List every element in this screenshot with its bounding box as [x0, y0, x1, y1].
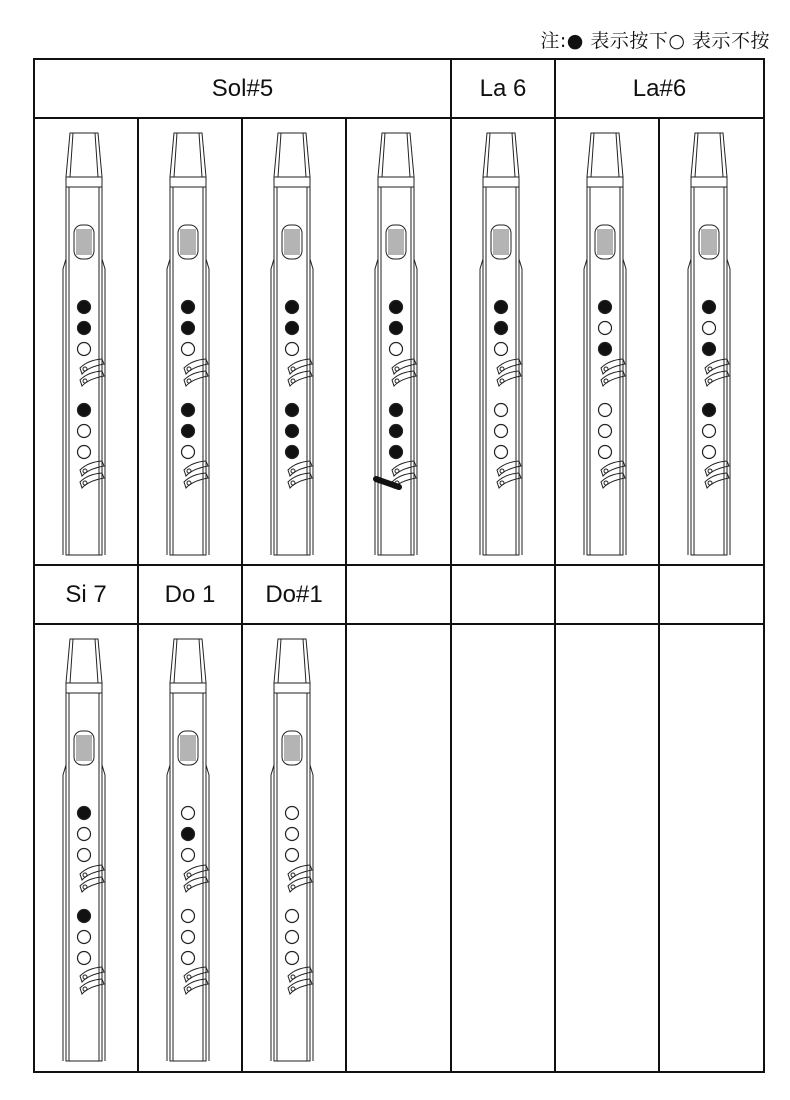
fingering-cell	[243, 625, 345, 1070]
fingering-cell	[660, 119, 762, 564]
vent-grille	[491, 225, 511, 259]
vent-grille	[282, 731, 302, 765]
flute-diagram	[35, 625, 137, 1070]
fingering-cell	[243, 119, 345, 564]
hole-open-icon	[599, 425, 612, 438]
hole-closed-icon	[78, 910, 91, 923]
hole-open-icon	[286, 931, 299, 944]
hole-open-icon	[78, 446, 91, 459]
hole-closed-icon	[286, 404, 299, 417]
fingering-cell	[35, 625, 137, 1070]
upper-side-keys	[288, 359, 312, 386]
vent-grille	[699, 225, 719, 259]
header-do-1: Do 1	[164, 580, 216, 608]
hole-open-icon	[599, 446, 612, 459]
hole-open-icon	[286, 849, 299, 862]
hole-open-icon	[286, 343, 299, 356]
hole-closed-icon	[599, 301, 612, 314]
hole-open-icon	[495, 425, 508, 438]
lower-side-keys	[80, 461, 104, 488]
hole-closed-icon	[182, 322, 195, 335]
hole-open-icon	[495, 404, 508, 417]
upper-side-keys	[497, 359, 521, 386]
fingering-cell	[35, 119, 137, 564]
hole-open-icon	[78, 828, 91, 841]
hole-open-icon	[286, 952, 299, 965]
flute-diagram	[556, 119, 658, 564]
hole-open-icon	[286, 910, 299, 923]
hole-open-icon	[599, 322, 612, 335]
fingering-cell	[556, 119, 658, 564]
hole-open-icon	[495, 446, 508, 459]
hole-open-icon	[703, 425, 716, 438]
hole-open-icon	[78, 425, 91, 438]
upper-side-keys	[392, 359, 416, 386]
hole-open-icon	[703, 322, 716, 335]
hole-open-icon	[78, 931, 91, 944]
flute-diagram	[139, 119, 241, 564]
hole-open-icon	[495, 343, 508, 356]
mouthpiece	[66, 639, 102, 693]
flute-diagram	[35, 119, 137, 564]
column-divider	[450, 564, 452, 1073]
column-divider	[658, 564, 660, 1073]
mouthpiece	[66, 133, 102, 187]
upper-side-keys	[601, 359, 625, 386]
header-la-6: La 6	[479, 74, 527, 102]
hole-closed-icon	[703, 343, 716, 356]
hole-closed-icon	[182, 301, 195, 314]
header-empty	[347, 566, 450, 623]
hole-closed-icon	[703, 404, 716, 417]
mouthpiece	[170, 133, 206, 187]
lower-side-keys	[288, 967, 312, 994]
upper-side-keys	[80, 359, 104, 386]
lower-side-keys	[288, 461, 312, 488]
vent-grille	[178, 225, 198, 259]
vent-grille	[595, 225, 615, 259]
hole-closed-icon	[182, 404, 195, 417]
table-border-bottom	[33, 1071, 765, 1073]
header-empty	[556, 566, 658, 623]
header-do-sharp-1: Do#1	[265, 580, 323, 608]
fingering-cell	[139, 119, 241, 564]
column-divider	[345, 564, 347, 1073]
vent-grille	[178, 731, 198, 765]
upper-side-keys	[288, 865, 312, 892]
vent-grille	[74, 225, 94, 259]
hole-open-icon	[390, 343, 403, 356]
mouthpiece	[274, 639, 310, 693]
hole-open-icon	[78, 849, 91, 862]
hole-open-icon	[182, 952, 195, 965]
hole-closed-icon	[286, 446, 299, 459]
hole-closed-icon	[495, 301, 508, 314]
hole-open-icon	[182, 849, 195, 862]
hole-open-icon	[182, 343, 195, 356]
hole-closed-icon	[286, 322, 299, 335]
flute-diagram	[139, 625, 241, 1070]
flute-diagram	[660, 119, 762, 564]
hole-closed-icon	[78, 301, 91, 314]
flute-diagram	[243, 119, 345, 564]
flute-diagram	[243, 625, 345, 1070]
mouthpiece	[170, 639, 206, 693]
upper-side-keys	[705, 359, 729, 386]
lower-side-keys	[184, 967, 208, 994]
hole-closed-icon	[390, 301, 403, 314]
hole-open-icon	[286, 828, 299, 841]
fingering-cell	[347, 119, 449, 564]
hole-open-icon	[78, 343, 91, 356]
legend-note: 注:● 表示按下○ 表示不按	[540, 30, 770, 52]
header-empty	[452, 566, 554, 623]
hole-open-icon	[286, 807, 299, 820]
hole-open-icon	[703, 446, 716, 459]
upper-side-keys	[184, 865, 208, 892]
hole-closed-icon	[182, 828, 195, 841]
upper-side-keys	[80, 865, 104, 892]
hole-open-icon	[182, 807, 195, 820]
vent-grille	[386, 225, 406, 259]
hole-closed-icon	[78, 322, 91, 335]
vent-grille	[74, 731, 94, 765]
hole-closed-icon	[390, 322, 403, 335]
fingering-cell	[452, 119, 554, 564]
lower-side-keys	[497, 461, 521, 488]
upper-side-keys	[184, 359, 208, 386]
mouthpiece	[378, 133, 414, 187]
column-divider	[554, 564, 556, 1073]
hole-closed-icon	[78, 807, 91, 820]
hole-closed-icon	[286, 301, 299, 314]
hole-open-icon	[182, 446, 195, 459]
flute-diagram	[452, 119, 554, 564]
mouthpiece	[587, 133, 623, 187]
hole-closed-icon	[182, 425, 195, 438]
header-empty	[660, 566, 763, 623]
header-sol-sharp-5: Sol#5	[211, 74, 274, 102]
hole-open-icon	[78, 952, 91, 965]
header-la-sharp-6: La#6	[632, 74, 687, 102]
flute-diagram	[347, 119, 449, 564]
hole-closed-icon	[286, 425, 299, 438]
pinky-key-closed-icon	[376, 479, 399, 487]
lower-side-keys	[184, 461, 208, 488]
fingering-chart-table	[33, 58, 765, 1073]
lower-side-keys	[80, 967, 104, 994]
vent-grille	[282, 225, 302, 259]
hole-closed-icon	[599, 343, 612, 356]
hole-closed-icon	[703, 301, 716, 314]
hole-open-icon	[599, 404, 612, 417]
mouthpiece	[483, 133, 519, 187]
table-border-right	[763, 58, 765, 1073]
hole-closed-icon	[390, 404, 403, 417]
fingering-cell	[139, 625, 241, 1070]
hole-closed-icon	[78, 404, 91, 417]
hole-closed-icon	[495, 322, 508, 335]
mouthpiece	[691, 133, 727, 187]
lower-side-keys	[601, 461, 625, 488]
lower-side-keys	[705, 461, 729, 488]
mouthpiece	[274, 133, 310, 187]
hole-open-icon	[182, 931, 195, 944]
hole-closed-icon	[390, 425, 403, 438]
hole-closed-icon	[390, 446, 403, 459]
hole-open-icon	[182, 910, 195, 923]
header-si-7: Si 7	[65, 580, 107, 608]
